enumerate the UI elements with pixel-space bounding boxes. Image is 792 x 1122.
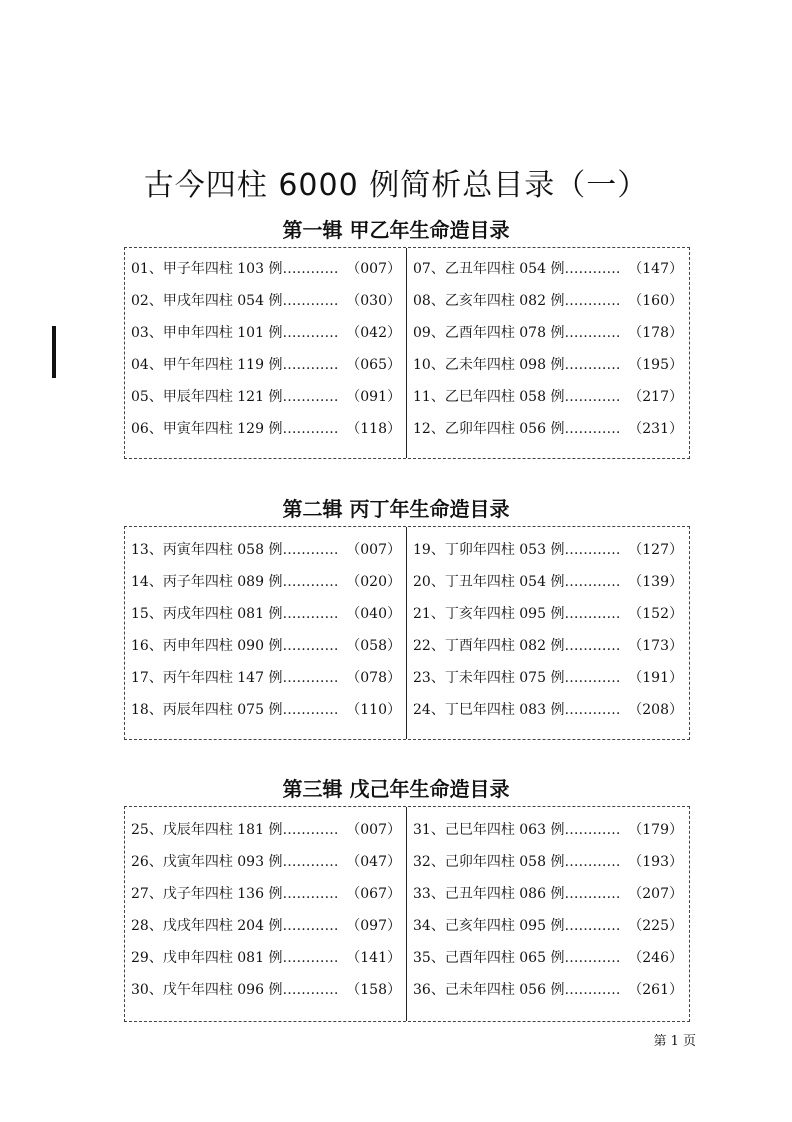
toc-entry: 12、 乙卯年四柱 056 例 ………… （231）: [413, 421, 683, 437]
toc-entry: 21、 丁亥年四柱 095 例 ………… （152）: [413, 606, 683, 622]
toc-entry: 32、 己卯年四柱 058 例 ………… （193）: [413, 854, 683, 870]
section-box-1: [124, 247, 690, 459]
column-divider: [406, 527, 407, 739]
toc-entry: 20、 丁丑年四柱 054 例 ………… （139）: [413, 574, 683, 590]
toc-entry: 11、 乙巳年四柱 058 例 ………… （217）: [413, 389, 683, 405]
toc-entry: 35、 己酉年四柱 065 例 ………… （246）: [413, 950, 683, 966]
scan-mark: [52, 326, 56, 378]
toc-entry: 05、 甲辰年四柱 121 例 ………… （091）: [131, 389, 401, 405]
section-heading-1: 第一辑 甲乙年生命造目录: [282, 218, 510, 242]
section-box-3: [124, 806, 690, 1022]
toc-entry: 16、 丙申年四柱 090 例 ………… （058）: [131, 638, 401, 654]
toc-entry: 26、 戊寅年四柱 093 例 ………… （047）: [131, 854, 401, 870]
toc-entry: 29、 戊申年四柱 081 例 ………… （141）: [131, 950, 401, 966]
page-number: 第 1 页: [653, 1034, 696, 1049]
toc-entry: 07、 乙丑年四柱 054 例 ………… （147）: [413, 261, 683, 277]
toc-entry: 25、 戊辰年四柱 181 例 ………… （007）: [131, 822, 401, 838]
toc-entry: 06、 甲寅年四柱 129 例 ………… （118）: [131, 421, 401, 437]
toc-entry: 23、 丁未年四柱 075 例 ………… （191）: [413, 670, 683, 686]
toc-entry: 01、 甲子年四柱 103 例 ………… （007）: [131, 261, 401, 277]
toc-entry: 04、 甲午年四柱 119 例 ………… （065）: [131, 357, 401, 373]
column-divider: [406, 807, 407, 1021]
section-heading-3: 第三辑 戊己年生命造目录: [282, 777, 510, 801]
toc-entry: 28、 戊戌年四柱 204 例 ………… （097）: [131, 918, 401, 934]
toc-entry: 36、 己未年四柱 056 例 ………… （261）: [413, 982, 683, 998]
section-heading-2: 第二辑 丙丁年生命造目录: [282, 497, 510, 521]
toc-entry: 14、 丙子年四柱 089 例 ………… （020）: [131, 574, 401, 590]
toc-entry: 17、 丙午年四柱 147 例 ………… （078）: [131, 670, 401, 686]
toc-entry: 33、 己丑年四柱 086 例 ………… （207）: [413, 886, 683, 902]
toc-entry: 18、 丙辰年四柱 075 例 ………… （110）: [131, 702, 401, 718]
toc-entry: 09、 乙酉年四柱 078 例 ………… （178）: [413, 325, 683, 341]
section-box-2: [124, 526, 690, 740]
toc-entry: 15、 丙戌年四柱 081 例 ………… （040）: [131, 606, 401, 622]
toc-entry: 02、 甲戌年四柱 054 例 ………… （030）: [131, 293, 401, 309]
toc-entry: 08、 乙亥年四柱 082 例 ………… （160）: [413, 293, 683, 309]
toc-entry: 30、 戊午年四柱 096 例 ………… （158）: [131, 982, 401, 998]
toc-entry: 10、 乙未年四柱 098 例 ………… （195）: [413, 357, 683, 373]
toc-entry: 03、 甲申年四柱 101 例 ………… （042）: [131, 325, 401, 341]
toc-entry: 13、 丙寅年四柱 058 例 ………… （007）: [131, 542, 401, 558]
toc-entry: 22、 丁酉年四柱 082 例 ………… （173）: [413, 638, 683, 654]
toc-entry: 34、 己亥年四柱 095 例 ………… （225）: [413, 918, 683, 934]
column-divider: [406, 248, 407, 458]
toc-entry: 31、 己巳年四柱 063 例 ………… （179）: [413, 822, 683, 838]
page-title: 古今四柱 6000 例简析总目录（一）: [143, 168, 649, 203]
toc-entry: 24、 丁巳年四柱 083 例 ………… （208）: [413, 702, 683, 718]
toc-entry: 27、 戊子年四柱 136 例 ………… （067）: [131, 886, 401, 902]
toc-entry: 19、 丁卯年四柱 053 例 ………… （127）: [413, 542, 683, 558]
